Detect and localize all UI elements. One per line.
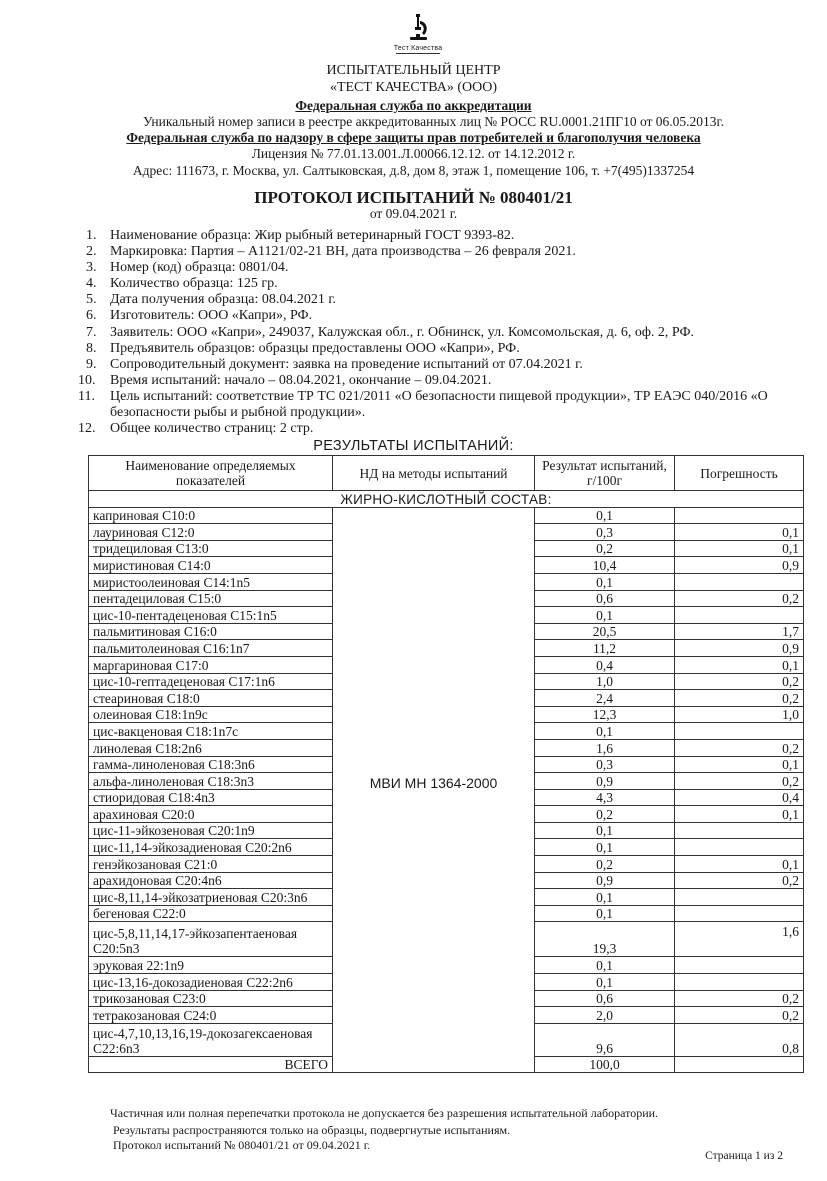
cell-name: бегеновая С22:0	[89, 905, 333, 922]
list-item-number: 12.	[78, 421, 96, 437]
list-item-text: Номер (код) образца: 0801/04.	[110, 260, 289, 276]
list-item-number: 6.	[86, 308, 97, 324]
cell-error: 0,2	[675, 739, 804, 756]
cell-value: 0,1	[535, 822, 675, 839]
lab-logo	[378, 12, 458, 54]
list-item	[78, 373, 786, 389]
cell-value: 0,1	[535, 905, 675, 922]
footer-scope: Результаты распространяются только на образцы, подвергнутые испытаниям.	[113, 1123, 511, 1137]
cell-name: пальмитиновая С16:0	[89, 623, 333, 640]
cell-value: 0,1	[535, 974, 675, 991]
list-item-number: 10.	[78, 372, 96, 388]
list-item	[86, 292, 786, 308]
cell-value: 10,4	[535, 557, 675, 574]
cell-error	[675, 905, 804, 922]
header-name: Наименование определяемых показателей	[89, 456, 333, 491]
cell-error: 0,9	[675, 640, 804, 657]
cell-value: 0,6	[535, 990, 675, 1007]
list-item-text: Дата получения образца: 08.04.2021 г.	[110, 292, 337, 308]
cell-name: тетракозановая С24:0	[89, 1007, 333, 1024]
cell-error: 0,2	[675, 872, 804, 889]
cell-name: миристиновая С14:0	[89, 557, 333, 574]
cell-error	[675, 573, 804, 590]
cell-error: 1,6	[675, 922, 804, 957]
cell-name: цис-11-эйкозеновая С20:1n9	[89, 822, 333, 839]
cell-value: 0,2	[535, 806, 675, 823]
cell-value: 12,3	[535, 706, 675, 723]
cell-name: гамма-линоленовая С18:3n6	[89, 756, 333, 773]
supervision-agency: Федеральная служба по надзору в сфере защиты прав потребителей и благополучия человека	[126, 130, 701, 145]
cell-error: 1,0	[675, 706, 804, 723]
cell-error: 0,9	[675, 557, 804, 574]
cell-error: 0,2	[675, 690, 804, 707]
list-item-number: 8.	[86, 340, 97, 356]
list-item-number: 7.	[86, 324, 97, 340]
cell-method: МВИ МН 1364-2000	[333, 507, 535, 1073]
list-item	[78, 389, 786, 421]
total-error	[675, 1056, 804, 1073]
cell-name: стиоридовая С18:4n3	[89, 789, 333, 806]
list-item-number: 3.	[86, 260, 97, 276]
list-item	[86, 228, 786, 244]
cell-name: миристоолеиновая С14:1n5	[89, 573, 333, 590]
cell-name: цис-8,11,14-эйкозатриеновая С20:3n6	[89, 889, 333, 906]
cell-error: 0,2	[675, 773, 804, 790]
list-item	[86, 276, 786, 292]
list-item-text: Общее количество страниц: 2 стр.	[110, 421, 314, 437]
results-title: РЕЗУЛЬТАТЫ ИСПЫТАНИЙ:	[313, 438, 514, 454]
header-method: НД на методы испытаний	[333, 456, 535, 491]
cell-value: 2,0	[535, 1007, 675, 1024]
cell-name: стеариновая С18:0	[89, 690, 333, 707]
cell-name: альфа-линоленовая С18:3n3	[89, 773, 333, 790]
address: Адрес: 111673, г. Москва, ул. Салтыковская, д.8, дом 8, этаж 1, помещение 106, т. +7(495)1337254	[132, 163, 695, 178]
cell-name: цис-10-пентадеценовая С15:1n5	[89, 607, 333, 624]
header-result: Результат испытаний, г/100г	[535, 456, 675, 491]
cell-error: 0,2	[675, 1007, 804, 1024]
list-item-text: Цель испытаний: соответствие ТР ТС 021/2011 «О безопасности пищевой продукции», ТР ЕАЭС 040/2016 «О безопасности рыбы и рыбной продукции».	[110, 388, 768, 421]
cell-name: трикозановая С23:0	[89, 990, 333, 1007]
center-name: ИСПЫТАТЕЛЬНЫЙ ЦЕНТР	[326, 63, 501, 78]
list-item-number: 9.	[86, 356, 97, 372]
list-item-text: Наименование образца: Жир рыбный ветеринарный ГОСТ 9393-82.	[110, 228, 515, 243]
cell-value: 1,0	[535, 673, 675, 690]
list-item-text: Маркировка: Партия – А1121/02-21 ВН, дата производства – 26 февраля 2021.	[110, 244, 576, 260]
cell-value: 0,1	[535, 957, 675, 974]
list-item-number: 11.	[78, 388, 95, 404]
cell-name: цис-4,7,10,13,16,19-докозагексаеновая С22:6n3	[89, 1023, 333, 1056]
cell-value: 0,1	[535, 573, 675, 590]
cell-value: 20,5	[535, 623, 675, 640]
cell-name: генэйкозановая С21:0	[89, 856, 333, 873]
cell-value: 0,1	[535, 607, 675, 624]
cell-error: 0,2	[675, 990, 804, 1007]
accreditation-agency: Федеральная служба по аккредитации	[295, 98, 532, 113]
logo-caption: Тест Качества	[393, 45, 443, 52]
cell-value: 1,6	[535, 739, 675, 756]
cell-name: пальмитолеиновая С16:1n7	[89, 640, 333, 657]
cell-name: цис-13,16-докозадиеновая С22:2n6	[89, 974, 333, 991]
cell-value: 0,4	[535, 656, 675, 673]
list-item	[86, 260, 786, 276]
cell-value: 0,9	[535, 872, 675, 889]
cell-name: арахидоновая С20:4n6	[89, 872, 333, 889]
list-item	[86, 244, 786, 260]
protocol-title: ПРОТОКОЛ ИСПЫТАНИЙ № 080401/21	[254, 188, 573, 207]
cell-value: 0,3	[535, 756, 675, 773]
cell-value: 11,2	[535, 640, 675, 657]
cell-value: 4,3	[535, 789, 675, 806]
cell-name: каприновая С10:0	[89, 507, 333, 524]
table-header-row	[89, 456, 804, 491]
cell-error: 0,8	[675, 1023, 804, 1056]
section-title: ЖИРНО-КИСЛОТНЫЙ СОСТАВ:	[89, 491, 804, 508]
list-item-number: 4.	[86, 276, 97, 292]
cell-error: 1,7	[675, 623, 804, 640]
cell-error	[675, 607, 804, 624]
cell-value: 0,2	[535, 856, 675, 873]
cell-name: маргариновая С17:0	[89, 656, 333, 673]
header-error: Погрешность	[675, 456, 804, 491]
microscope-icon	[405, 12, 431, 44]
center-company: «ТЕСТ КАЧЕСТВА» (ООО)	[329, 80, 498, 95]
cell-name: арахиновая С20:0	[89, 806, 333, 823]
sample-info-list	[78, 228, 786, 437]
cell-error: 0,4	[675, 789, 804, 806]
cell-error: 0,1	[675, 656, 804, 673]
cell-value: 0,6	[535, 590, 675, 607]
list-item-text: Сопроводительный документ: заявка на проведение испытаний от 07.04.2021 г.	[110, 356, 583, 372]
cell-name: лауриновая С12:0	[89, 524, 333, 541]
total-value: 100,0	[535, 1056, 675, 1073]
cell-error: 0,1	[675, 756, 804, 773]
cell-value: 9,6	[535, 1023, 675, 1056]
list-item	[78, 421, 786, 437]
cell-value: 0,1	[535, 889, 675, 906]
cell-name: цис-10-гептадеценовая С17:1n6	[89, 673, 333, 690]
cell-name: цис-11,14-эйкозадиеновая С20:2n6	[89, 839, 333, 856]
protocol-date: от 09.04.2021 г.	[369, 206, 458, 221]
cell-value: 19,3	[535, 922, 675, 957]
cell-name: пентадециловая С15:0	[89, 590, 333, 607]
cell-value: 0,1	[535, 507, 675, 524]
list-item-text: Заявитель: ООО «Капри», 249037, Калужская обл., г. Обнинск, ул. Комсомольская, д. 6, оф. 2, РФ.	[110, 324, 695, 340]
cell-error: 0,1	[675, 856, 804, 873]
section-row	[89, 491, 804, 508]
cell-error: 0,1	[675, 806, 804, 823]
list-item	[86, 357, 786, 373]
list-item-number: 1.	[86, 228, 97, 243]
cell-name: эруковая 22:1n9	[89, 957, 333, 974]
license: Лицензия № 77.01.13.001.Л.00066.12.12. от 14.12.2012 г.	[251, 146, 576, 161]
cell-error: 0,2	[675, 590, 804, 607]
cell-value: 2,4	[535, 690, 675, 707]
results-table	[88, 455, 804, 1073]
list-item-number: 2.	[86, 244, 97, 260]
cell-value: 0,1	[535, 839, 675, 856]
list-item	[86, 325, 786, 341]
cell-value: 0,1	[535, 723, 675, 740]
total-label: ВСЕГО	[89, 1056, 333, 1073]
cell-name: олеиновая С18:1n9c	[89, 706, 333, 723]
table-row	[89, 507, 804, 524]
registry-number: Уникальный номер записи в реестре аккредитованных лиц № РОСС RU.0001.21ПГ10 от 06.05.2013г.	[143, 114, 724, 129]
cell-value: 0,2	[535, 540, 675, 557]
cell-error: 0,1	[675, 524, 804, 541]
page-number: Страница 1 из 2	[705, 1150, 783, 1162]
cell-error: 0,1	[675, 540, 804, 557]
cell-value: 0,3	[535, 524, 675, 541]
cell-value: 0,9	[535, 773, 675, 790]
cell-name: линолевая С18:2n6	[89, 739, 333, 756]
cell-name: тридециловая С13:0	[89, 540, 333, 557]
list-item-text: Изготовитель: ООО «Капри», РФ.	[110, 308, 313, 324]
cell-error	[675, 974, 804, 991]
list-item-number: 5.	[86, 292, 97, 308]
cell-error: 0,2	[675, 673, 804, 690]
cell-name: цис-5,8,11,14,17-эйкозапентаеновая С20:5n3	[89, 922, 333, 957]
list-item-text: Время испытаний: начало – 08.04.2021, окончание – 09.04.2021.	[110, 372, 492, 388]
cell-error	[675, 889, 804, 906]
list-item-text: Предъявитель образцов: образцы предоставлены ООО «Капри», РФ.	[110, 340, 520, 356]
cell-error	[675, 723, 804, 740]
cell-error	[675, 822, 804, 839]
footer-note: Частичная или полная перепечатки протокола не допускается без разрешения испытательной лаборатории.	[110, 1106, 659, 1120]
list-item	[86, 308, 786, 324]
cell-error	[675, 957, 804, 974]
footer-protocol: Протокол испытаний № 080401/21 от 09.04.2021 г.	[113, 1138, 371, 1152]
cell-error	[675, 839, 804, 856]
cell-error	[675, 507, 804, 524]
list-item	[86, 341, 786, 357]
list-item-text: Количество образца: 125 гр.	[110, 276, 278, 292]
cell-name: цис-вакценовая С18:1n7c	[89, 723, 333, 740]
